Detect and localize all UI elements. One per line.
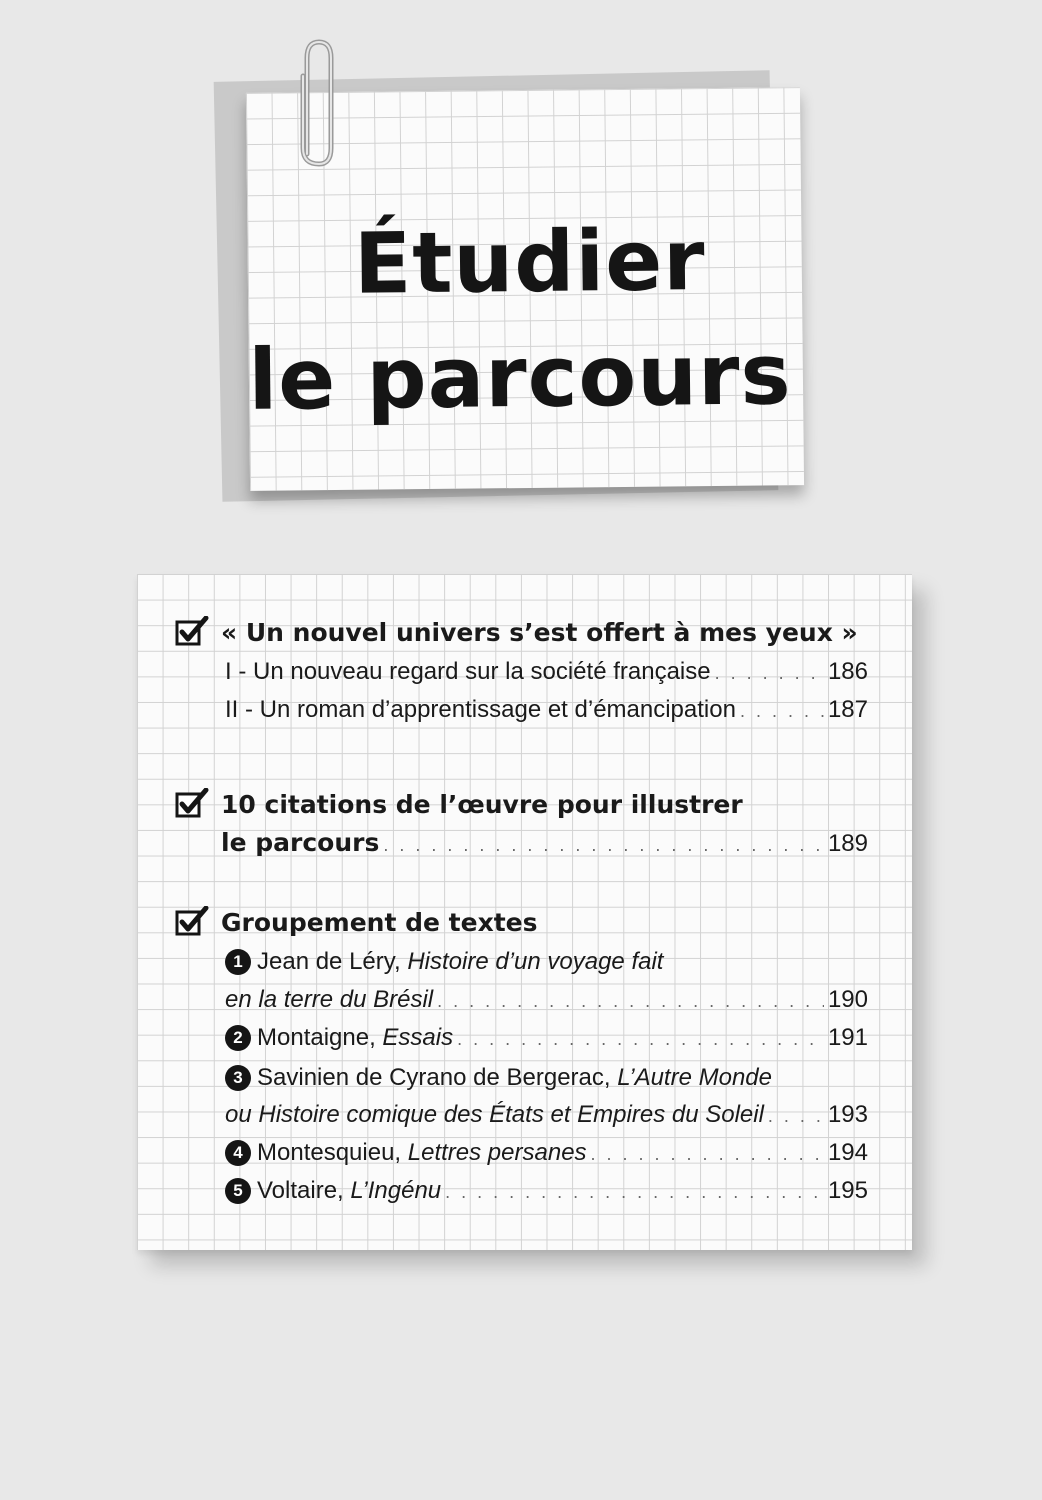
toc-entry[interactable] [225,696,868,728]
number-badge: 5 [225,1178,251,1204]
number-badge: 2 [225,1025,251,1051]
number-badge: 3 [225,1065,251,1091]
work-title: L’Autre Monde [617,1064,772,1091]
text-1-line-1 [225,948,663,976]
entry-label: ou Histoire comique des États et Empires du Soleil [225,1101,764,1128]
entry-label: 2 Montaigne, Essais [225,1024,453,1052]
work-title: Histoire d’un voyage fait [407,948,664,975]
dot-leader [437,991,824,1012]
page-number: 186 [827,658,868,685]
dot-leader [591,1144,824,1165]
toc-entry[interactable] [225,1139,868,1171]
page-number: 194 [827,1139,868,1166]
checkbox-checked-icon [175,788,209,818]
entry-label: en la terre du Brésil [225,986,434,1013]
page-number: 189 [827,830,868,857]
section-3-heading: Groupement de textes [221,908,538,937]
title-line-2: le parcours [247,325,792,429]
entry-label: I - Un nouveau regard sur la société française [225,658,711,685]
page-number: 193 [827,1101,868,1128]
entry-label: II - Un roman d’apprentissage et d’émancipation [225,696,736,723]
section-2-heading: 10 citations de l’œuvre pour illustrer [221,790,743,819]
entry-label: 5 Voltaire, L’Ingénu [225,1177,441,1205]
dot-leader [715,663,824,684]
checkbox-checked-icon [175,616,209,646]
entry-label: 4 Montesquieu, Lettres persanes [225,1139,587,1167]
page-number: 195 [827,1177,868,1204]
toc-entry[interactable] [225,658,868,690]
toc-entry[interactable] [225,1177,868,1209]
title-line-1: Étudier [353,211,707,313]
contents-sheet [137,574,912,1250]
toc-entry[interactable] [225,1024,868,1056]
toc-entry[interactable] [225,1101,868,1133]
toc-entry[interactable] [225,986,868,1018]
dot-leader [383,835,824,856]
page-number: 187 [827,696,868,723]
entry-label: le parcours [221,828,380,857]
dot-leader [768,1106,824,1127]
section-1-heading: « Un nouvel univers s’est offert à mes yeux » [221,618,858,647]
page-number: 191 [827,1024,868,1051]
checkbox-checked-icon [175,906,209,936]
number-badge: 4 [225,1140,251,1166]
author: Jean de Léry, [257,948,408,975]
dot-leader [445,1182,824,1203]
toc-entry[interactable] [221,828,868,860]
number-badge: 1 [225,949,251,975]
dot-leader [740,701,824,722]
paperclip-icon [283,36,347,172]
dot-leader [457,1029,824,1050]
author: Savinien de Cyrano de Bergerac, [257,1064,618,1091]
text-3-line-1 [225,1064,772,1092]
page-number: 190 [827,986,868,1013]
